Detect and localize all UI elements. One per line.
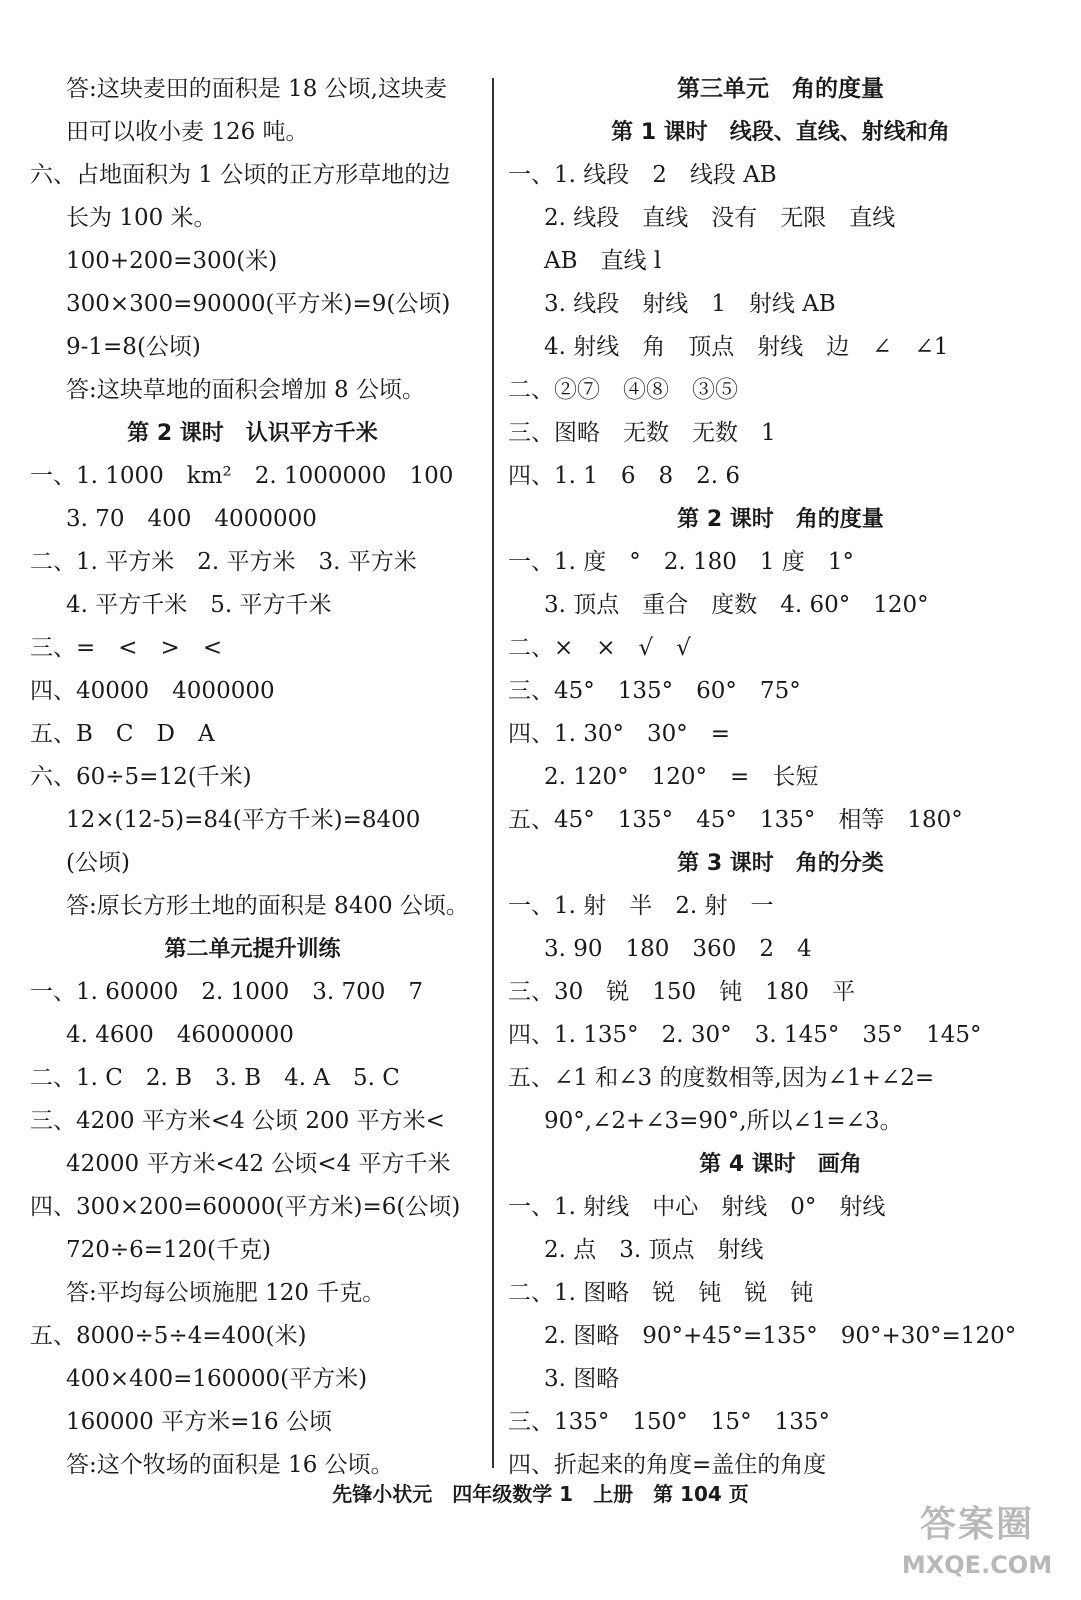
answer-line: 一、1. 线段 2 线段 AB (508, 162, 777, 188)
answer-line: (公顷) (66, 850, 130, 876)
answer-line: 五、∠1 和∠3 的度数相等,因为∠1+∠2= (508, 1065, 935, 1091)
section-heading: 第 2 课时 角的度量 (677, 507, 884, 532)
answer-line: 五、8000÷5÷4=400(米) (30, 1323, 307, 1349)
answer-line: 42000 平方米<42 公顷<4 平方千米 (66, 1151, 451, 1177)
answer-line: 答:这个牧场的面积是 16 公顷。 (66, 1452, 394, 1478)
left-column (30, 68, 475, 1487)
answer-line: 答:原长方形土地的面积是 8400 公顷。 (66, 893, 469, 919)
answer-line: 2. 点 3. 顶点 射线 (544, 1237, 764, 1263)
answer-line: 答:这块草地的面积会增加 8 公顷。 (66, 377, 426, 403)
answer-line: 2. 120° 120° = 长短 (544, 764, 819, 790)
answer-line: 答:平均每公顷施肥 120 千克。 (66, 1280, 386, 1306)
answer-line: 四、1. 135° 2. 30° 3. 145° 35° 145° (508, 1022, 982, 1048)
answer-line: 三、135° 150° 15° 135° (508, 1409, 830, 1435)
answer-line: 二、1. 平方米 2. 平方米 3. 平方米 (30, 549, 417, 575)
answer-line: 二、× × √ √ (508, 635, 691, 661)
answer-line: 4. 射线 角 顶点 射线 边 ∠ ∠1 (544, 334, 949, 360)
answer-line: 12×(12-5)=84(平方千米)=8400 (66, 807, 421, 833)
answer-line: 160000 平方米=16 公顷 (66, 1409, 332, 1435)
column-divider (492, 78, 494, 1468)
answer-line: 100+200=300(米) (66, 248, 278, 274)
answer-line: 300×300=90000(平方米)=9(公顷) (66, 291, 451, 317)
section-heading: 第 1 课时 线段、直线、射线和角 (611, 120, 950, 145)
answer-line: 3. 顶点 重合 度数 4. 60° 120° (544, 592, 929, 618)
answer-line: 一、1. 1000 km² 2. 1000000 100 (30, 463, 454, 489)
answer-line: 90°,∠2+∠3=90°,所以∠1=∠3。 (544, 1108, 903, 1134)
right-column (508, 68, 1053, 1487)
answer-line: AB 直线 l (544, 248, 662, 274)
section-heading: 第二单元提升训练 (164, 937, 341, 962)
answer-line: 一、1. 射线 中心 射线 0° 射线 (508, 1194, 886, 1220)
answer-line: 四、40000 4000000 (30, 678, 275, 704)
answer-line: 一、1. 度 ° 2. 180 1 度 1° (508, 549, 854, 575)
answer-line: 四、1. 30° 30° = (508, 721, 731, 747)
section-heading: 第 4 课时 画角 (699, 1152, 862, 1177)
answer-line: 3. 90 180 360 2 4 (544, 936, 812, 962)
section-heading: 第 2 课时 认识平方千米 (127, 421, 378, 446)
page-footer: 先锋小状元 四年级数学 1 上册 第 104 页 (332, 1482, 749, 1506)
answer-line: 4. 4600 46000000 (66, 1022, 294, 1048)
answer-line: 六、占地面积为 1 公顷的正方形草地的边 (30, 162, 451, 188)
answer-line: 四、1. 1 6 8 2. 6 (508, 463, 741, 489)
answer-line: 4. 平方千米 5. 平方千米 (66, 592, 332, 618)
watermark-title: 答案圈 (919, 1504, 1034, 1545)
answer-line: 三、45° 135° 60° 75° (508, 678, 801, 704)
answer-line: 400×400=160000(平方米) (66, 1366, 368, 1392)
answer-line: 二、1. 图略 锐 钝 锐 钝 (508, 1280, 814, 1306)
answer-line: 四、折起来的角度=盖住的角度 (508, 1452, 827, 1478)
answer-line: 2. 线段 直线 没有 无限 直线 (544, 205, 896, 231)
answer-line: 长为 100 米。 (66, 205, 217, 231)
answer-line: 答:这块麦田的面积是 18 公顷,这块麦 (66, 76, 447, 102)
answer-line: 三、4200 平方米<4 公顷 200 平方米< (30, 1108, 445, 1134)
answer-line: 3. 70 400 4000000 (66, 506, 317, 532)
watermark-logo (897, 1500, 1057, 1596)
answer-line: 二、②⑦ ④⑧ ③⑤ (508, 377, 738, 403)
answer-line: 3. 图略 (544, 1366, 620, 1392)
answer-line: 五、B C D A (30, 721, 215, 747)
watermark-url: MXQE.COM (901, 1551, 1053, 1579)
answer-line: 一、1. 射 半 2. 射 一 (508, 893, 774, 919)
answer-line: 9-1=8(公顷) (66, 334, 201, 360)
answer-line: 六、60÷5=12(千米) (30, 764, 252, 790)
answer-line: 二、1. C 2. B 3. B 4. A 5. C (30, 1065, 400, 1091)
answer-line: 三、30 锐 150 钝 180 平 (508, 979, 856, 1005)
section-heading: 第 3 课时 角的分类 (677, 851, 884, 876)
answer-line: 2. 图略 90°+45°=135° 90°+30°=120° (544, 1323, 1017, 1349)
answer-line: 一、1. 60000 2. 1000 3. 700 7 (30, 979, 423, 1005)
answer-line: 五、45° 135° 45° 135° 相等 180° (508, 807, 963, 833)
answer-line: 3. 线段 射线 1 射线 AB (544, 291, 836, 317)
answer-line: 三、图略 无数 无数 1 (508, 420, 776, 446)
answer-line: 720÷6=120(千克) (66, 1237, 271, 1263)
answer-line: 三、= < > < (30, 635, 223, 661)
section-heading: 第三单元 角的度量 (677, 76, 884, 102)
answer-line: 田可以收小麦 126 吨。 (66, 119, 309, 145)
answer-line: 四、300×200=60000(平方米)=6(公顷) (30, 1194, 461, 1220)
